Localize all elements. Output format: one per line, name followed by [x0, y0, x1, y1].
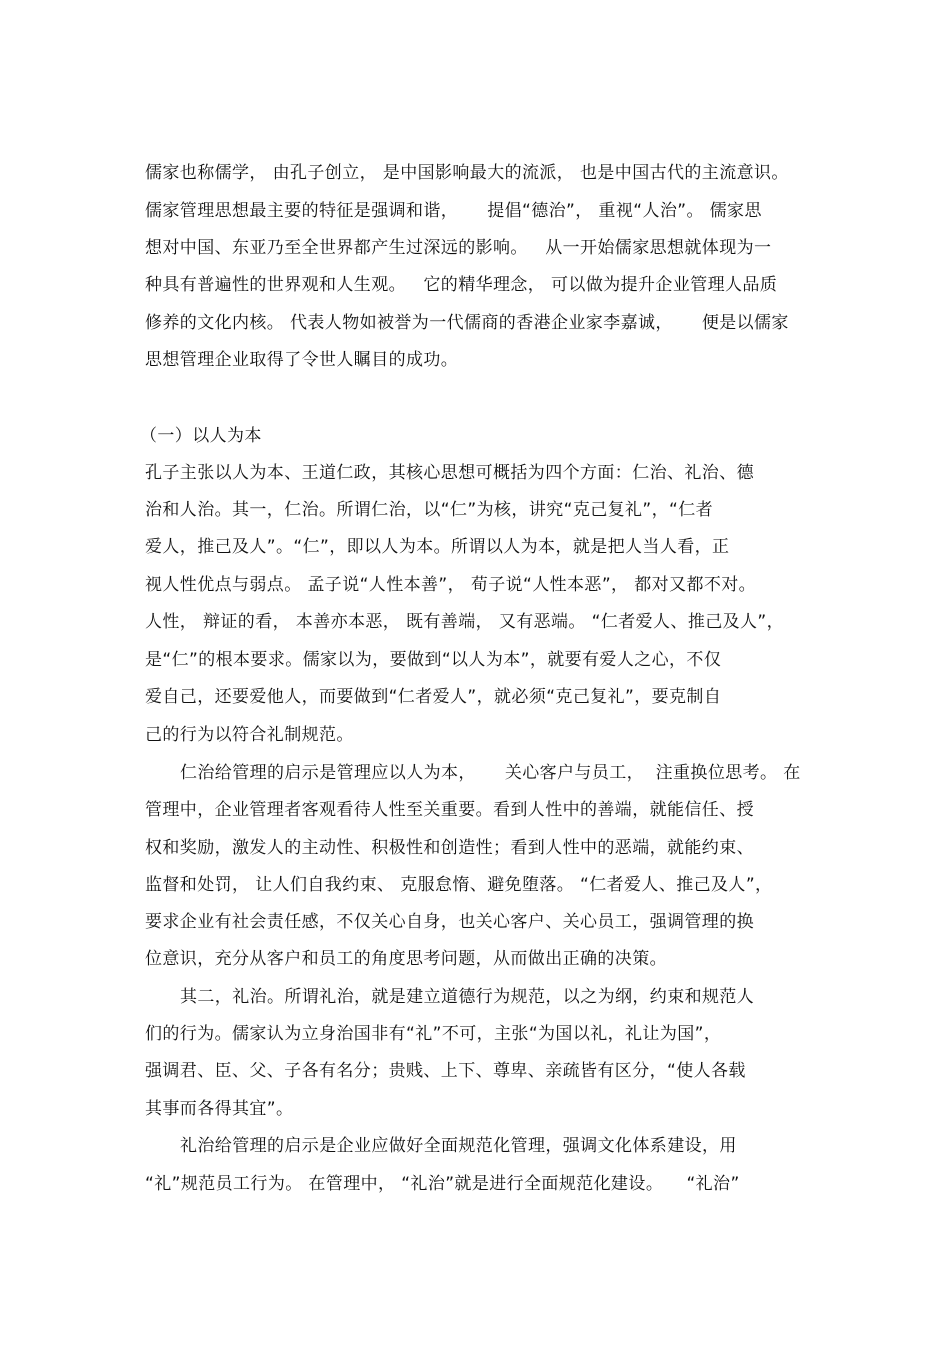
- para3-line: 其事而各得其宜”。: [145, 1099, 294, 1119]
- intro-line: 儒家也称儒学， 由孔子创立， 是中国影响最大的流派， 也是中国古代的主流意识。: [145, 163, 789, 183]
- para2-line: 管理中，企业管理者客观看待人性至关重要。看到人性中的善端，就能信任、授: [145, 800, 754, 820]
- para1-line: 己的行为以符合礼制规范。: [145, 725, 354, 745]
- intro-line: 想对中国、东亚乃至全世界都产生过深远的影响。 从一开始儒家思想就体现为一: [145, 238, 772, 258]
- section-heading: （一）以人为本: [140, 426, 262, 446]
- para3-first-line: 其二，礼治。所谓礼治，就是建立道德行为规范，以之为纲，约束和规范人: [180, 987, 755, 1007]
- intro-line: 修养的文化内核。 代表人物如被誉为一代儒商的香港企业家李嘉诚， 便是以儒家: [145, 313, 789, 333]
- para3-line: 强调君、臣、父、子各有名分；贵贱、上下、尊卑、亲疏皆有区分，“使人各载: [145, 1061, 746, 1081]
- para1-line: 视人性优点与弱点。 孟子说“人性本善”， 荀子说“人性本恶”， 都对又都不对。: [145, 575, 757, 595]
- para2-first-line: 仁治给管理的启示是管理应以人为本， 关心客户与员工， 注重换位思考。 在: [180, 763, 801, 783]
- para1-line: 孔子主张以人为本、王道仁政，其核心思想可概括为四个方面：仁治、礼治、德: [145, 463, 754, 483]
- para2-line: 要求企业有社会责任感，不仅关心自身，也关心客户、关心员工，强调管理的换: [145, 912, 754, 932]
- intro-line: 儒家管理思想最主要的特征是强调和谐， 提倡“德治”， 重视“人治”。 儒家思: [145, 201, 762, 221]
- para1-line: 是“仁”的根本要求。儒家以为，要做到“以人为本”，就要有爱人之心，不仅: [145, 650, 722, 670]
- para3-line: 们的行为。儒家认为立身治国非有“礼”不可，主张“为国以礼，礼让为国”，: [145, 1024, 722, 1044]
- para1-line: 治和人治。其一，仁治。所谓仁治，以“仁”为核，讲究“克己复礼”，“仁者: [145, 500, 714, 520]
- para2-line: 权和奖励，激发人的主动性、积极性和创造性；看到人性中的恶端，就能约束、: [145, 838, 754, 858]
- para4-first-line: 礼治给管理的启示是企业应做好全面规范化管理，强调文化体系建设，用: [180, 1136, 737, 1156]
- para1-line: 爱自己，还要爱他人，而要做到“仁者爱人”，就必须“克己复礼”，要克制自: [145, 687, 722, 707]
- para1-line: 爱人，推己及人”。“仁”，即以人为本。所谓以人为本，就是把人当人看，正: [145, 537, 730, 557]
- intro-line: 思想管理企业取得了令世人瞩目的成功。: [145, 350, 459, 370]
- para4-line: “礼”规范员工行为。 在管理中， “礼治”就是进行全面规范化建设。 “礼治”: [145, 1174, 740, 1194]
- para2-line: 监督和处罚， 让人们自我约束、 克服怠惰、避免堕落。 “仁者爱人、推己及人”，: [145, 875, 773, 895]
- para1-line: 人性， 辩证的看， 本善亦本恶， 既有善端， 又有恶端。 “仁者爱人、推己及人”，: [145, 612, 785, 632]
- para2-line: 位意识，充分从客户和员工的角度思考问题，从而做出正确的决策。: [145, 949, 667, 969]
- intro-line: 种具有普遍性的世界观和人生观。 它的精华理念， 可以做为提升企业管理人品质: [145, 275, 778, 295]
